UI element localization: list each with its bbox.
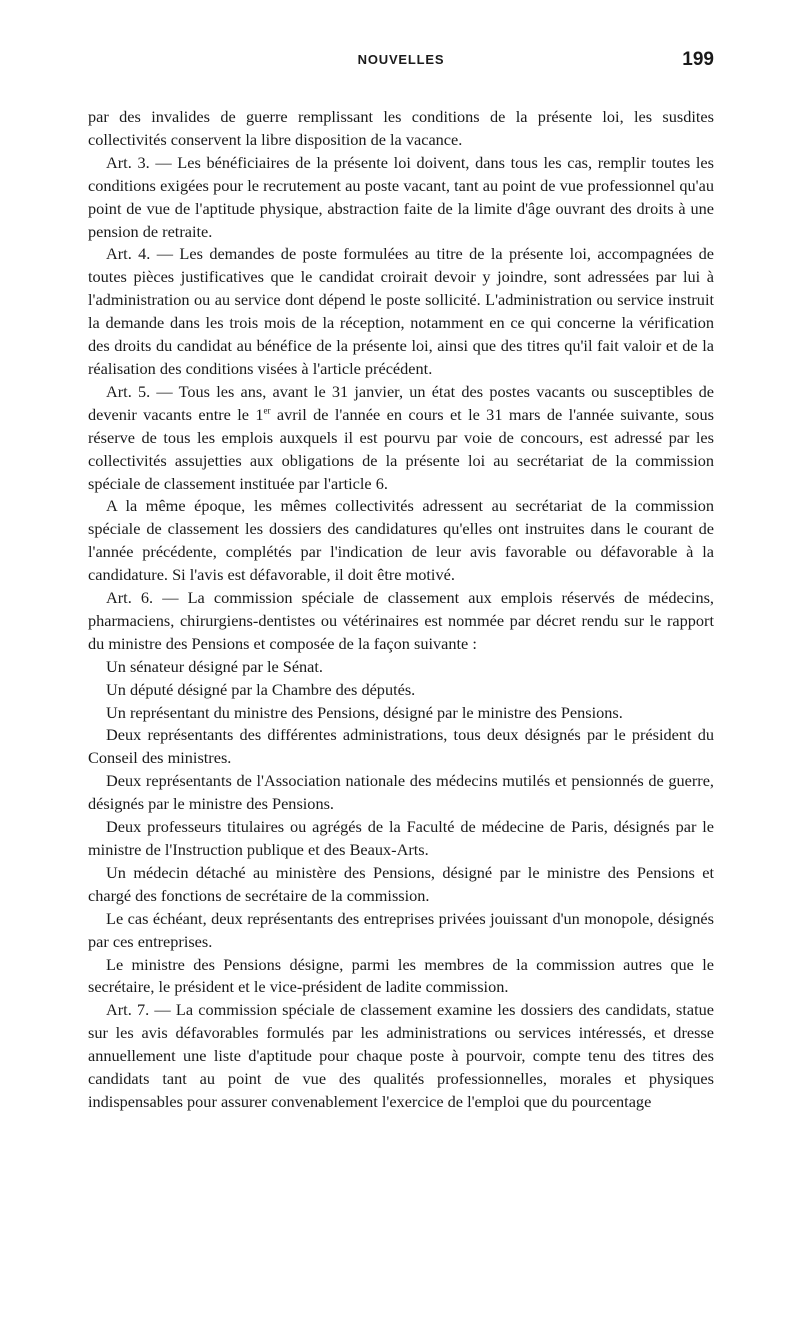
paragraph-art-7: Art. 7. — La commission spéciale de classement examine les dossiers des candidats, statue sur les avis défavorables formulés par les administrations ou services intéressés, et dresse annuellement une liste d'aptitude pour chaque poste à pourvoir, compte tenu des titres des candidats tant au point de vue des qualités professionnelles, morales et physiques indispensables pour assurer convenablement l'exercice de l'emploi que du pourcentage [88, 1000, 714, 1111]
member-representant-pensions: Un représentant du ministre des Pensions, désigné par le ministre des Pensions. [106, 702, 623, 722]
member-representants-association: Deux représentants de l'Association nationale des médecins mutilés et pensionnés de guerre, désignés par le ministre des Pensions. [88, 771, 714, 814]
ordinal-superscript: er [263, 405, 271, 416]
art-5-text-before: Art. 5. — Tous les ans, avant le 31 janvier, un état des postes vacants ou susceptibles de devenir vacants entre le 1 [88, 381, 714, 424]
page-number: 199 [682, 49, 714, 70]
member-representants-administrations: Deux représentants des différentes administrations, tous deux désignés par le président du Conseil des ministres. [88, 725, 714, 768]
member-professeurs: Deux professeurs titulaires ou agrégés de la Faculté de médecine de Paris, désignés par le ministre de l'Instruction publique et des Beaux-Arts. [88, 817, 714, 859]
member-depute: Un député désigné par la Chambre des députés. [106, 679, 416, 699]
member-entreprises-privees: Le cas échéant, deux représentants des entreprises privées jouissant d'un monopole, désignés par ces entreprises. [88, 908, 714, 951]
paragraph-continuation: par des invalides de guerre remplissant les conditions de la présente loi, les susdites collectivités conservent la libre disposition de la vacance. [88, 107, 714, 149]
page-header [88, 49, 714, 76]
paragraph-art-3: Art. 3. — Les bénéficiaires de la présente loi doivent, dans tous les cas, remplir toutes les conditions exigées pour le recrutement au poste vacant, tant au point de vue professionnel qu'au point de vue de l'aptitude physique, abstraction faite de la limite d'âge ouvrant des droits à une pension de retraite. [88, 152, 714, 241]
paragraph-president: Le ministre des Pensions désigne, parmi les membres de la commission autres que le secrétaire, le président et le vice-président de ladite commission. [88, 954, 714, 997]
member-medecin-secretaire: Un médecin détaché au ministère des Pensions, désigné par le ministre des Pensions et chargé des fonctions de secrétaire de la commission. [88, 862, 714, 905]
paragraph-art-6: Art. 6. — La commission spéciale de classement aux emplois réservés de médecins, pharmaciens, chirurgiens-dentistes ou vétérinaires est nommée par décret rendu sur le rapport du ministre des Pensions et composée de la façon suivante : [88, 588, 714, 653]
member-senateur: Un sénateur désigné par le Sénat. [106, 656, 324, 676]
art-5-text-after: avril de l'année en cours et le 31 mars de l'année suivante, sous réserve de tous les emplois auxquels il est pourvu par voie de concours, est adressé par les collectivités assujetties aux obligations de la présente loi au secrétariat de la commission spéciale de classement instituée par l'article 6. [88, 404, 714, 493]
running-title: NOUVELLES [357, 52, 445, 67]
paragraph-art-5 [88, 381, 714, 496]
paragraph-candidatures: A la même époque, les mêmes collectivités adressent au secrétariat de la commission spéciale de classement les dossiers des candidatures qu'elles ont instruites dans le courant de l'année précédente, complétés par l'indication de leur avis favorable ou défavorable à la candidature. Si l'avis est défavorable, il doit être motivé. [88, 496, 714, 585]
paragraph-art-4: Art. 4. — Les demandes de poste formulées au titre de la présente loi, accompagnées de toutes pièces justificatives que le candidat croirait devoir y joindre, sont adressées par lui à l'administration ou au service dont dépend le poste sollicité. L'administration ou service instruit la demande dans les trois mois de la réception, notamment en ce qui concerne la vérification des droits du candidat au bénéfice de la présente loi, ainsi que des titres qu'il fait valoir et de la réalisation des conditions visées à l'article précédent. [88, 244, 714, 378]
body-text [88, 106, 714, 1114]
